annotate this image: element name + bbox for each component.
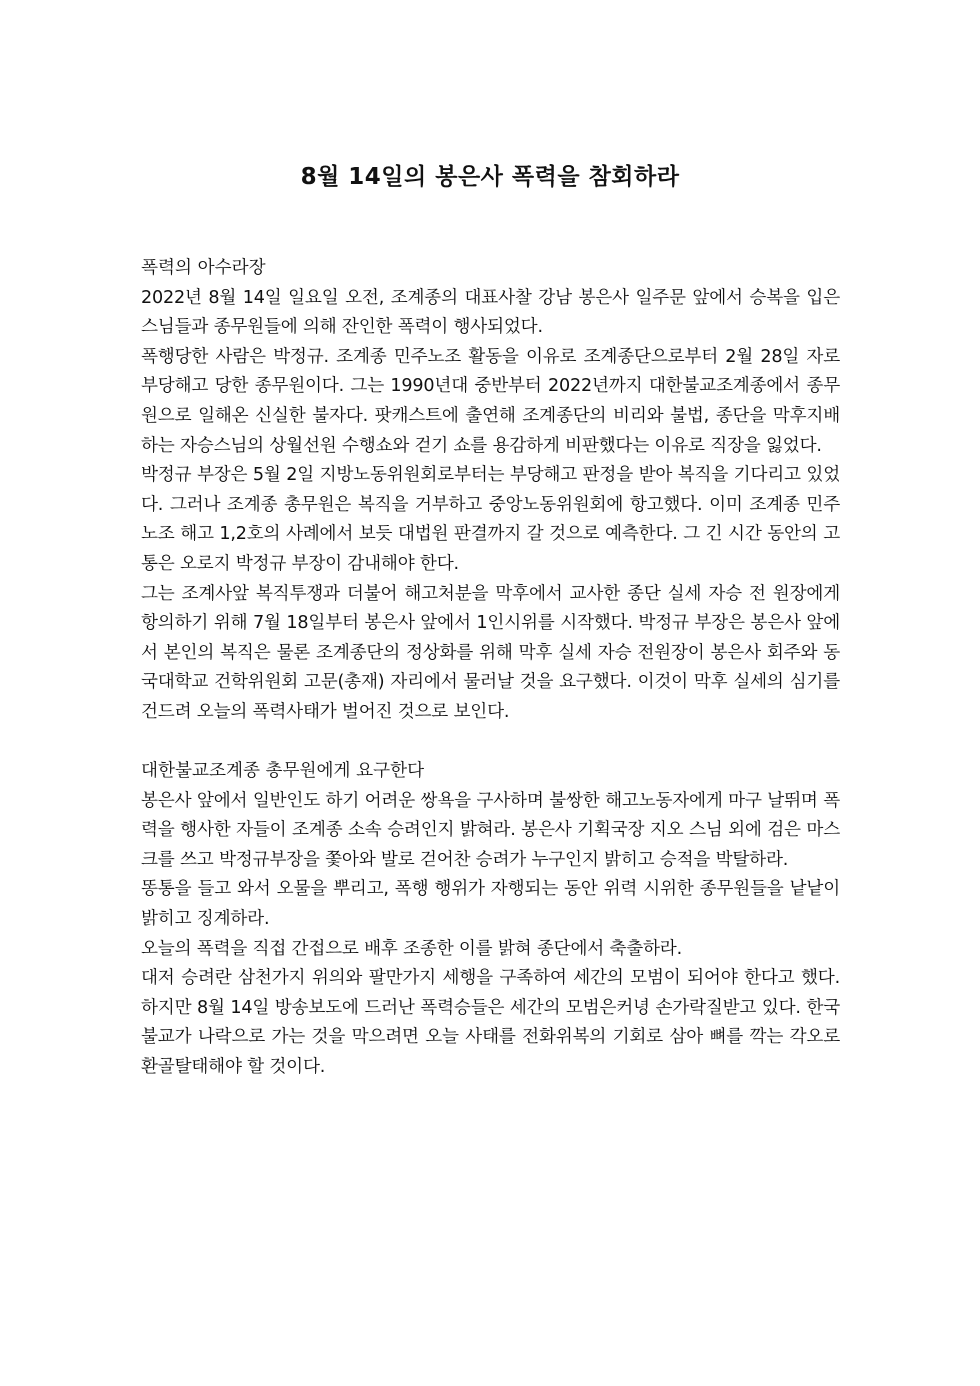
document-title: 8월 14일의 봉은사 폭력을 참회하라 (300, 164, 680, 190)
paragraph: 오늘의 폭력을 직접 간접으로 배후 조종한 이를 밝혀 종단에서 축출하라. (141, 938, 682, 959)
paragraph: 똥통을 들고 와서 오물을 뿌리고, 폭행 행위가 자행되는 동안 위력 시위한 종무원들을 낱낱이 밝히고 징계하라. (141, 879, 840, 930)
paragraph: 박정규 부장은 5월 2일 지방노동위원회로부터는 부당해고 판정을 받아 복직을 기다리고 있었다. 그러나 조계종 총무원은 복직을 거부하고 중앙노동위원회에 항고했다. 이미 조계종 민주노조 해고 1,2호의 사례에서 보듯 대법원 판결까지 갈 것으로 예측한다. 그 긴 시간 동안의 고통은 오로지 박정규 부장이 감내해야 한다. (141, 465, 840, 574)
section-violence (141, 254, 840, 728)
document-body (141, 254, 840, 1083)
section-spacer (141, 728, 840, 758)
paragraph: 대저 승려란 삼천가지 위의와 팔만가지 세행을 구족하여 세간의 모범이 되어야 한다고 했다. 하지만 8월 14일 방송보도에 드러난 폭력승들은 세간의 모범은커녕 손가락질받고 있다. 한국불교가 나락으로 가는 것을 막으려면 오늘 사태를 전화위복의 기회로 삼아 뼈를 깍는 각오로 환골탈태해야 할 것이다. (141, 968, 840, 1078)
paragraph: 그는 조계사앞 복직투쟁과 더불어 해고처분을 막후에서 교사한 종단 실세 자승 전 원장에게 항의하기 위해 7월 18일부터 봉은사 앞에서 1인시위를 시작했다. 박정규 부장은 봉은사 앞에서 본인의 복직은 물론 조계종단의 정상화를 위해 막후 실세 자승 전원장이 봉은사 회주와 동국대학교 건학위원회 고문(총재) 자리에서 물러날 것을 요구했다. 이것이 막후 실세의 심기를 건드려 오늘의 폭력사태가 벌어진 것으로 보인다. (141, 583, 840, 722)
section-heading: 대한불교조계종 총무원에게 요구한다 (141, 761, 425, 782)
paragraph: 2022년 8월 14일 일요일 오전, 조계종의 대표사찰 강남 봉은사 일주문 앞에서 승복을 입은 스님들과 종무원들에 의해 잔인한 폭력이 행사되었다. (141, 287, 840, 338)
section-heading: 폭력의 아수라장 (141, 258, 266, 278)
paragraph: 봉은사 앞에서 일반인도 하기 어려운 쌍욕을 구사하며 불쌍한 해고노동자에게 마구 날뛰며 폭력을 행사한 자들이 조계종 소속 승려인지 밝혀라. 봉은사 기획국장 지오 스님 외에 검은 마스크를 쓰고 박정규부장을 쫓아와 발로 걷어찬 승려가 누구인지 밝히고 승적을 박탈하라. (141, 790, 840, 870)
section-demands (141, 757, 840, 1083)
paragraph: 폭행당한 사람은 박정규. 조계종 민주노조 활동을 이유로 조계종단으로부터 2월 28일 자로 부당해고 당한 종무원이다. 그는 1990년대 중반부터 2022년까지 대한불교조계종에서 종무원으로 일해온 신실한 불자다. 팟캐스트에 출연해 조계종단의 비리와 불법, 종단을 막후지배하는 자승스님의 상월선원 수행쇼와 걷기 쇼를 용감하게 비판했다는 이유로 직장을 잃었다. (141, 346, 840, 456)
